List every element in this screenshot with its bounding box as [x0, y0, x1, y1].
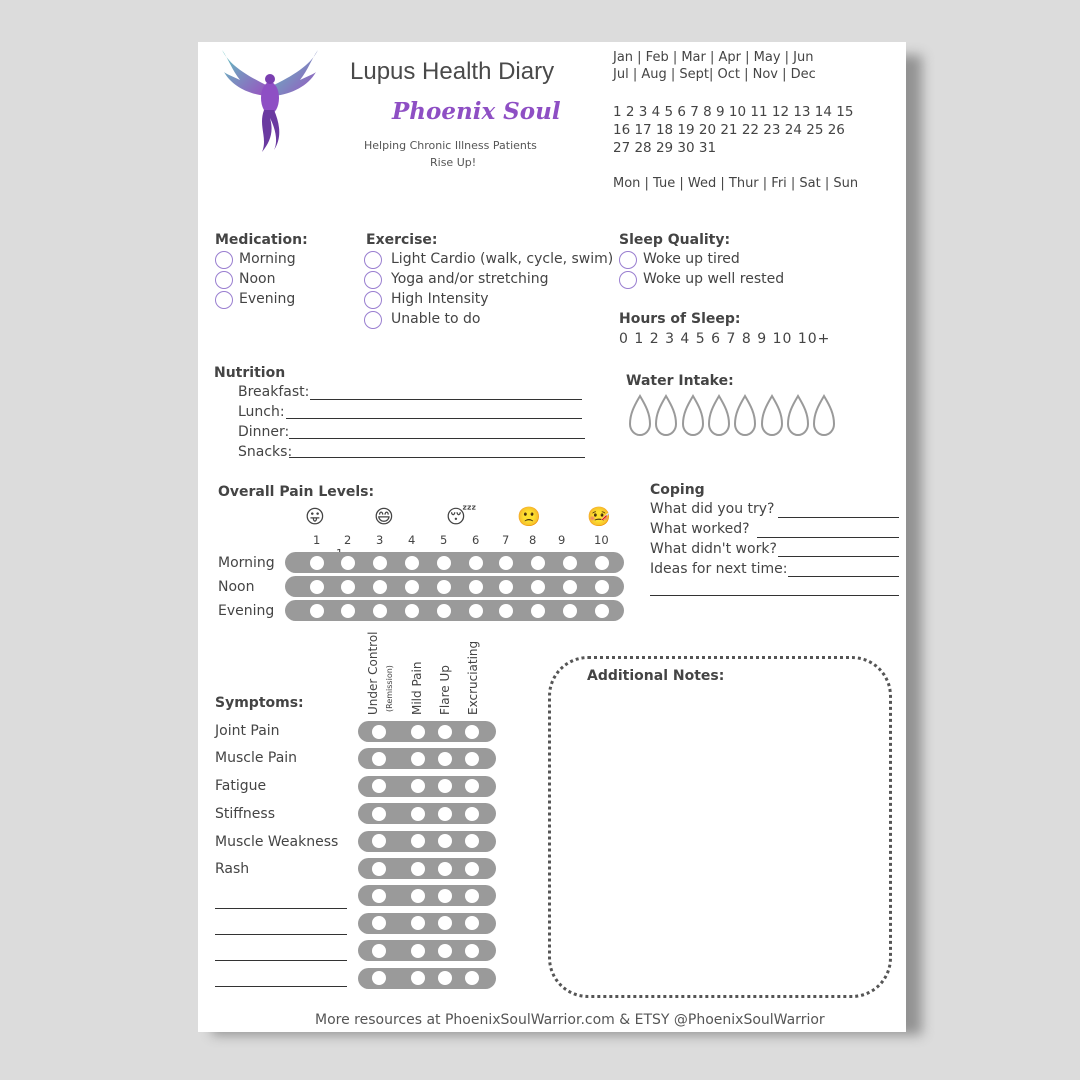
pain-scale-number: 7 — [502, 533, 510, 547]
pain-level-radio[interactable] — [595, 604, 609, 618]
pain-level-radio[interactable] — [531, 580, 545, 594]
emoji-icon: 😛 — [305, 506, 325, 528]
symptom-severity-radio[interactable] — [465, 725, 479, 739]
symptom-severity-radio[interactable] — [411, 752, 425, 766]
dinner-line[interactable] — [289, 438, 585, 439]
symptom-severity-radio[interactable] — [438, 725, 452, 739]
sleep-rested-label: Woke up well rested — [643, 271, 785, 287]
symptom-severity-radio[interactable] — [411, 725, 425, 739]
pain-level-radio[interactable] — [531, 604, 545, 618]
dinner-label: Dinner: — [238, 424, 290, 440]
exercise-title: Exercise: — [366, 232, 438, 248]
symptom-severity-radio[interactable] — [372, 807, 386, 821]
pain-level-radio[interactable] — [373, 556, 387, 570]
emoji-icon: 😴 — [446, 506, 477, 528]
pain-scale-number: 6 — [472, 533, 480, 547]
pain-scale-number: 9 — [558, 533, 566, 547]
pain-scale-number: 1 — [313, 533, 321, 547]
symptom-col-header: Under Control — [366, 631, 380, 715]
pain-level-radio[interactable] — [531, 556, 545, 570]
pain-level-radio[interactable] — [341, 556, 355, 570]
pain-level-radio[interactable] — [437, 556, 451, 570]
coping-title: Coping — [650, 482, 705, 498]
symptom-col-note: (Remission) — [385, 665, 394, 712]
breakfast-label: Breakfast: — [238, 384, 310, 400]
sleep-rested-checkbox[interactable] — [619, 271, 637, 289]
symptom-severity-radio[interactable] — [372, 944, 386, 958]
water-drop-icon[interactable] — [786, 394, 810, 438]
coping-answer-line[interactable] — [788, 576, 899, 577]
symptom-severity-radio[interactable] — [438, 752, 452, 766]
nutrition-title: Nutrition — [214, 365, 286, 381]
pain-scale-number: 10 — [594, 533, 609, 547]
symptom-severity-radio[interactable] — [438, 889, 452, 903]
symptom-col-header: Excruciating — [466, 640, 480, 715]
pain-level-radio[interactable] — [405, 604, 419, 618]
water-drop-icon[interactable] — [654, 394, 678, 438]
exercise-option-checkbox[interactable] — [364, 271, 382, 289]
coping-answer-line[interactable] — [778, 556, 899, 557]
exercise-option-label: Yoga and/or stretching — [391, 271, 549, 287]
emoji-icon: 😄 — [374, 506, 394, 528]
phoenix-icon — [218, 46, 322, 156]
pain-row-label: Morning — [218, 555, 275, 571]
pain-level-radio[interactable] — [310, 604, 324, 618]
symptom-col-header: Flare Up — [438, 665, 452, 715]
days-row-1[interactable]: 1 2 3 4 5 6 7 8 9 10 11 12 13 14 15 — [613, 104, 854, 120]
pain-level-radio[interactable] — [595, 580, 609, 594]
coping-extra-line[interactable] — [650, 595, 899, 596]
symptom-severity-radio[interactable] — [465, 752, 479, 766]
hours-of-sleep-scale[interactable]: 0 1 2 3 4 5 6 7 8 9 10 10+ — [619, 331, 831, 347]
footer-text: More resources at PhoenixSoulWarrior.com & ETSY @PhoenixSoulWarrior — [315, 1012, 825, 1028]
sleep-tired-checkbox[interactable] — [619, 251, 637, 269]
emoji-icon: 🙁 — [517, 506, 541, 528]
pain-level-radio[interactable] — [437, 580, 451, 594]
exercise-option-checkbox[interactable] — [364, 291, 382, 309]
symptom-severity-radio[interactable] — [465, 807, 479, 821]
exercise-option-checkbox[interactable] — [364, 251, 382, 269]
brand-name: Phoenix Soul — [392, 98, 561, 125]
pain-scale-number: 5 — [440, 533, 448, 547]
symptom-label: Rash — [215, 861, 250, 877]
coping-question: What worked? — [650, 521, 750, 537]
symptom-severity-radio[interactable] — [438, 862, 452, 876]
pain-level-radio[interactable] — [563, 556, 577, 570]
symptom-severity-radio[interactable] — [372, 862, 386, 876]
exercise-option-label: Unable to do — [391, 311, 481, 327]
symptom-severity-radio[interactable] — [411, 889, 425, 903]
medication-noon-label: Noon — [239, 271, 276, 287]
months-row-1[interactable]: Jan | Feb | Mar | Apr | May | Jun — [613, 50, 814, 65]
water-intake-title: Water Intake: — [626, 373, 734, 389]
tagline-line-2: Rise Up! — [430, 156, 477, 169]
pain-level-radio[interactable] — [563, 604, 577, 618]
symptom-severity-radio[interactable] — [465, 834, 479, 848]
lunch-line[interactable] — [286, 418, 582, 419]
pain-level-radio[interactable] — [310, 580, 324, 594]
months-row-2[interactable]: Jul | Aug | Sept| Oct | Nov | Dec — [613, 67, 816, 82]
water-drop-icon[interactable] — [733, 394, 757, 438]
symptom-label: Muscle Pain — [215, 750, 298, 766]
symptom-severity-radio[interactable] — [372, 834, 386, 848]
water-drop-icon[interactable] — [707, 394, 731, 438]
emoji-icon: 🤒 — [587, 506, 611, 528]
symptom-severity-radio[interactable] — [372, 752, 386, 766]
pain-level-radio[interactable] — [405, 580, 419, 594]
medication-title: Medication: — [215, 232, 308, 248]
pain-level-radio[interactable] — [469, 604, 483, 618]
page-title: Lupus Health Diary — [350, 58, 555, 85]
pain-level-radio[interactable] — [499, 580, 513, 594]
pain-levels-title: Overall Pain Levels: — [218, 484, 375, 500]
hours-of-sleep-title: Hours of Sleep: — [619, 311, 741, 327]
water-drop-icon[interactable] — [681, 394, 705, 438]
symptom-severity-radio[interactable] — [411, 807, 425, 821]
pain-row-label: Evening — [218, 603, 275, 619]
symptom-severity-radio[interactable] — [465, 971, 479, 985]
symptom-blank-line[interactable] — [215, 960, 347, 961]
symptom-severity-radio[interactable] — [465, 862, 479, 876]
symptoms-title: Symptoms: — [215, 695, 304, 711]
notes-box[interactable] — [548, 656, 892, 998]
coping-answer-line[interactable] — [757, 537, 899, 538]
symptom-severity-radio[interactable] — [438, 944, 452, 958]
sleep-quality-title: Sleep Quality: — [619, 232, 731, 248]
medication-noon-checkbox[interactable] — [215, 271, 233, 289]
coping-question: What didn't work? — [650, 541, 777, 557]
symptom-severity-radio[interactable] — [372, 971, 386, 985]
symptom-severity-radio[interactable] — [465, 889, 479, 903]
water-drop-icon[interactable] — [760, 394, 784, 438]
symptom-severity-radio[interactable] — [438, 834, 452, 848]
symptom-severity-radio[interactable] — [465, 944, 479, 958]
symptom-severity-radio[interactable] — [411, 971, 425, 985]
pain-scale-number: 2 — [344, 533, 352, 547]
sleep-tired-label: Woke up tired — [643, 251, 740, 267]
lunch-label: Lunch: — [238, 404, 285, 420]
pain-scale-number: 4 — [408, 533, 416, 547]
pain-level-radio[interactable] — [469, 556, 483, 570]
pain-scale-number: 3 — [376, 533, 384, 547]
symptom-severity-radio[interactable] — [411, 862, 425, 876]
medication-evening-checkbox[interactable] — [215, 291, 233, 309]
snacks-line[interactable] — [289, 457, 585, 458]
pain-level-radio[interactable] — [373, 604, 387, 618]
exercise-option-label: Light Cardio (walk, cycle, swim) — [391, 251, 614, 267]
medication-evening-label: Evening — [239, 291, 296, 307]
snacks-label: Snacks: — [238, 444, 293, 460]
symptom-label: Fatigue — [215, 778, 267, 794]
pain-level-radio[interactable] — [341, 580, 355, 594]
symptom-blank-line[interactable] — [215, 908, 347, 909]
coping-answer-line[interactable] — [778, 517, 899, 518]
coping-question: What did you try? — [650, 501, 775, 517]
pain-level-radio[interactable] — [499, 556, 513, 570]
symptom-severity-radio[interactable] — [372, 889, 386, 903]
notes-title: Additional Notes: — [587, 668, 725, 684]
water-drop-icon[interactable] — [628, 394, 652, 438]
symptom-blank-line[interactable] — [215, 934, 347, 935]
medication-morning-checkbox[interactable] — [215, 251, 233, 269]
weekdays-row[interactable]: Mon | Tue | Wed | Thur | Fri | Sat | Sun — [613, 176, 859, 191]
water-drop-icon[interactable] — [812, 394, 836, 438]
symptom-label: Muscle Weakness — [215, 834, 339, 850]
medication-morning-label: Morning — [239, 251, 296, 267]
pain-level-radio[interactable] — [499, 604, 513, 618]
pain-scale-number: 8 — [529, 533, 537, 547]
pain-row-label: Noon — [218, 579, 255, 595]
pain-level-radio[interactable] — [373, 580, 387, 594]
coping-question: Ideas for next time: — [650, 561, 788, 577]
pain-level-radio[interactable] — [469, 580, 483, 594]
pain-level-radio[interactable] — [595, 556, 609, 570]
symptom-severity-radio[interactable] — [372, 725, 386, 739]
symptom-severity-radio[interactable] — [411, 944, 425, 958]
symptom-label: Joint Pain — [215, 723, 280, 739]
symptom-severity-radio[interactable] — [411, 834, 425, 848]
pain-level-radio[interactable] — [437, 604, 451, 618]
breakfast-line[interactable] — [310, 399, 582, 400]
days-row-3[interactable]: 27 28 29 30 31 — [613, 140, 717, 156]
pain-level-radio[interactable] — [405, 556, 419, 570]
exercise-option-checkbox[interactable] — [364, 311, 382, 329]
symptom-severity-radio[interactable] — [438, 807, 452, 821]
days-row-2[interactable]: 16 17 18 19 20 21 22 23 24 25 26 — [613, 122, 845, 138]
tagline-line-1: Helping Chronic Illness Patients — [364, 139, 537, 152]
pain-level-radio[interactable] — [563, 580, 577, 594]
symptom-blank-line[interactable] — [215, 986, 347, 987]
symptom-severity-radio[interactable] — [438, 971, 452, 985]
pain-level-radio[interactable] — [310, 556, 324, 570]
symptom-label: Stiffness — [215, 806, 275, 822]
exercise-option-label: High Intensity — [391, 291, 489, 307]
symptom-col-header: Mild Pain — [410, 661, 424, 715]
pain-level-radio[interactable] — [341, 604, 355, 618]
